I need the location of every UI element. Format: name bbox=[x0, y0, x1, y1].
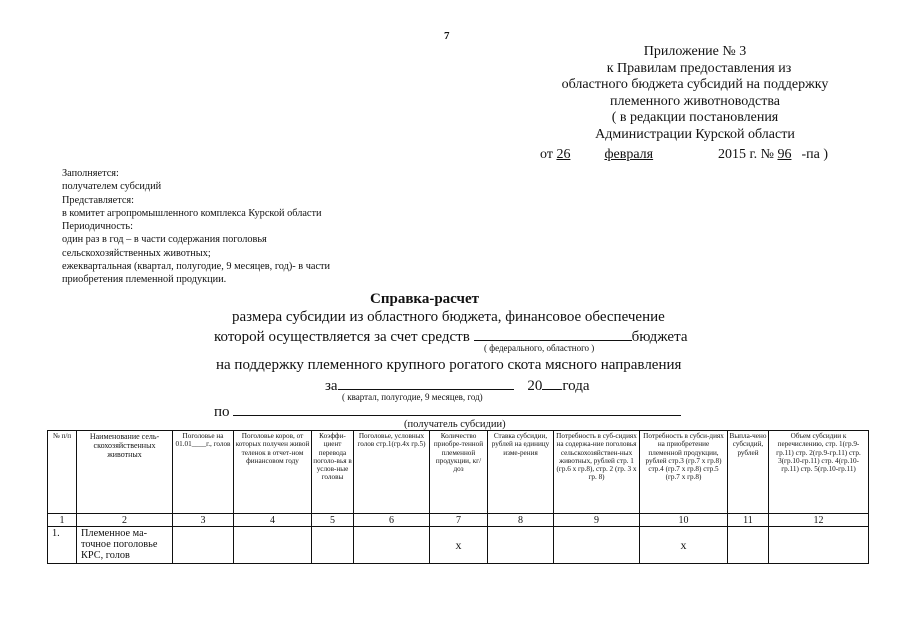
header-purchase-need: Потребность в субси-диях на приобретение племенной продукции, рублей стр.3 (гр.7 х гр.8) стр.4 (гр.7 х гр.8) стр.5 (гр.7 х гр.8) bbox=[640, 431, 728, 514]
recipient-field[interactable] bbox=[233, 401, 681, 416]
headcount-cell[interactable] bbox=[173, 527, 234, 564]
table-header-row bbox=[48, 431, 869, 514]
period-year-field[interactable] bbox=[542, 375, 562, 390]
appendix-block bbox=[560, 44, 830, 143]
page-number: 7 bbox=[444, 30, 450, 42]
recipient-hint: (получатель субсидии) bbox=[404, 419, 506, 430]
column-number: 3 bbox=[173, 514, 234, 527]
date-year-no: 2015 г. № bbox=[717, 147, 774, 162]
subtitle-line-1: размера субсидии из областного бюджета, финансовое обеспечение bbox=[232, 309, 665, 325]
info-line: ежеквартальная (квартал, полугодие, 9 месяцев, год)- в части bbox=[62, 261, 331, 273]
column-number: 1 bbox=[48, 514, 77, 527]
column-number: 9 bbox=[554, 514, 640, 527]
date-suffix: -па ) bbox=[801, 147, 828, 162]
column-number: 12 bbox=[769, 514, 869, 527]
appendix-date-line bbox=[540, 147, 828, 164]
period-hint: ( квартал, полугодие, 9 месяцев, год) bbox=[342, 392, 483, 402]
date-prefix: от bbox=[540, 147, 553, 162]
column-number: 5 bbox=[312, 514, 354, 527]
budget-source-hint: ( федерального, областного ) bbox=[484, 343, 595, 353]
header-cows-with-calf: Поголовье коров, от которых получен живой теленок в отчет-ном финансовом году bbox=[234, 431, 312, 514]
column-number: 2 bbox=[77, 514, 173, 527]
recipient-prefix: по bbox=[214, 404, 230, 420]
document-title: Справка-расчет bbox=[370, 291, 480, 307]
column-number: 6 bbox=[354, 514, 430, 527]
appendix-line: Администрации Курской области bbox=[595, 126, 795, 142]
budget-source-field[interactable] bbox=[474, 326, 632, 341]
appendix-line: ( в редакции постановления bbox=[611, 110, 779, 125]
period-prefix: за bbox=[325, 378, 338, 394]
column-number: 10 bbox=[640, 514, 728, 527]
header-coefficient: Коэффи-циент перевода поголо-вья в услов-ные головы bbox=[312, 431, 354, 514]
header-row-number: № п/п bbox=[48, 431, 77, 514]
info-line: сельскохозяйственных животных; bbox=[62, 247, 211, 259]
appendix-line: к Правилам предоставления из bbox=[606, 60, 792, 76]
column-number-row bbox=[48, 514, 869, 527]
purchased-quantity-cell: х bbox=[430, 527, 488, 564]
subsidy-rate-cell[interactable] bbox=[488, 527, 554, 564]
appendix-line: племенного животноводства bbox=[610, 93, 780, 109]
info-line: Представляется: bbox=[62, 194, 134, 206]
appendix-line: Приложение № 3 bbox=[643, 44, 747, 59]
date-day: 26 bbox=[556, 147, 571, 162]
subtitle-line-2 bbox=[214, 326, 688, 347]
header-paid-subsidies: Выпла-чено субсидий, рублей bbox=[728, 431, 769, 514]
table-row bbox=[48, 527, 869, 564]
purchase-need-cell: х bbox=[640, 527, 728, 564]
transfer-volume-cell[interactable] bbox=[769, 527, 869, 564]
header-transfer-volume: Объем субсидии к перечислению, стр. 1(гр.9-гр.11) стр. 2(гр.9-гр.11) стр. 3(гр.10-гр.11) стр. 4(гр.10-гр.11) стр. 5(гр.10-гр.11) bbox=[769, 431, 869, 514]
period-year-prefix: 20 bbox=[527, 378, 543, 394]
coefficient-cell[interactable] bbox=[312, 527, 354, 564]
subtitle-line-3: на поддержку племенного крупного рогатого скота мясного направления bbox=[216, 357, 682, 373]
info-line: приобретения племенной продукции. bbox=[62, 274, 227, 286]
period-field[interactable] bbox=[338, 375, 514, 390]
info-line: один раз в год – в части содержания поголовья bbox=[62, 234, 267, 246]
period-suffix: года bbox=[562, 378, 590, 394]
maintenance-need-cell[interactable] bbox=[554, 527, 640, 564]
animal-name-cell: Племенное ма-точное поголовье КРС, голов bbox=[77, 527, 173, 564]
info-line: получателем субсидий bbox=[62, 181, 162, 193]
info-line: Заполняется: bbox=[62, 168, 119, 179]
info-line: Периодичность: bbox=[62, 221, 133, 233]
column-number: 4 bbox=[234, 514, 312, 527]
subtitle-line-2-end: бюджета bbox=[631, 329, 688, 345]
column-number: 11 bbox=[728, 514, 769, 527]
paid-subsidies-cell[interactable] bbox=[728, 527, 769, 564]
row-number-cell: 1. bbox=[48, 527, 77, 564]
conditional-heads-cell[interactable] bbox=[354, 527, 430, 564]
info-line: в комитет агропромышленного комплекса Курской области bbox=[62, 207, 322, 219]
appendix-line: областного бюджета субсидий на поддержку bbox=[561, 77, 829, 92]
column-number: 8 bbox=[488, 514, 554, 527]
header-conditional-heads: Поголовье, условных голов стр.1(гр.4х гр.5) bbox=[354, 431, 430, 514]
date-month: февраля bbox=[604, 147, 654, 162]
header-subsidy-rate: Ставка субсидии, рублей на единицу изме-рения bbox=[488, 431, 554, 514]
cows-with-calf-cell[interactable] bbox=[234, 527, 312, 564]
subtitle-line-2-text: которой осуществляется за счет средств bbox=[214, 329, 470, 345]
submission-info bbox=[62, 167, 330, 287]
header-maintenance-need: Потребность в суб-сидиях на содержа-ние поголовья сельскохозяйствен-ных животных, рублей стр. 1 (гр.6 х гр.8), стр. 2 (гр. 3 х гр. 8) bbox=[554, 431, 640, 514]
subsidy-table bbox=[47, 430, 869, 564]
header-headcount: Поголовье на 01.01____г., голов bbox=[173, 431, 234, 514]
header-animal-name: Наименование сель-скохозяйственных животных bbox=[77, 431, 173, 514]
header-purchased-quantity: Количество приобре-тенной племенной продукции, кг/доз bbox=[430, 431, 488, 514]
column-number: 7 bbox=[430, 514, 488, 527]
date-number: 96 bbox=[777, 147, 792, 162]
